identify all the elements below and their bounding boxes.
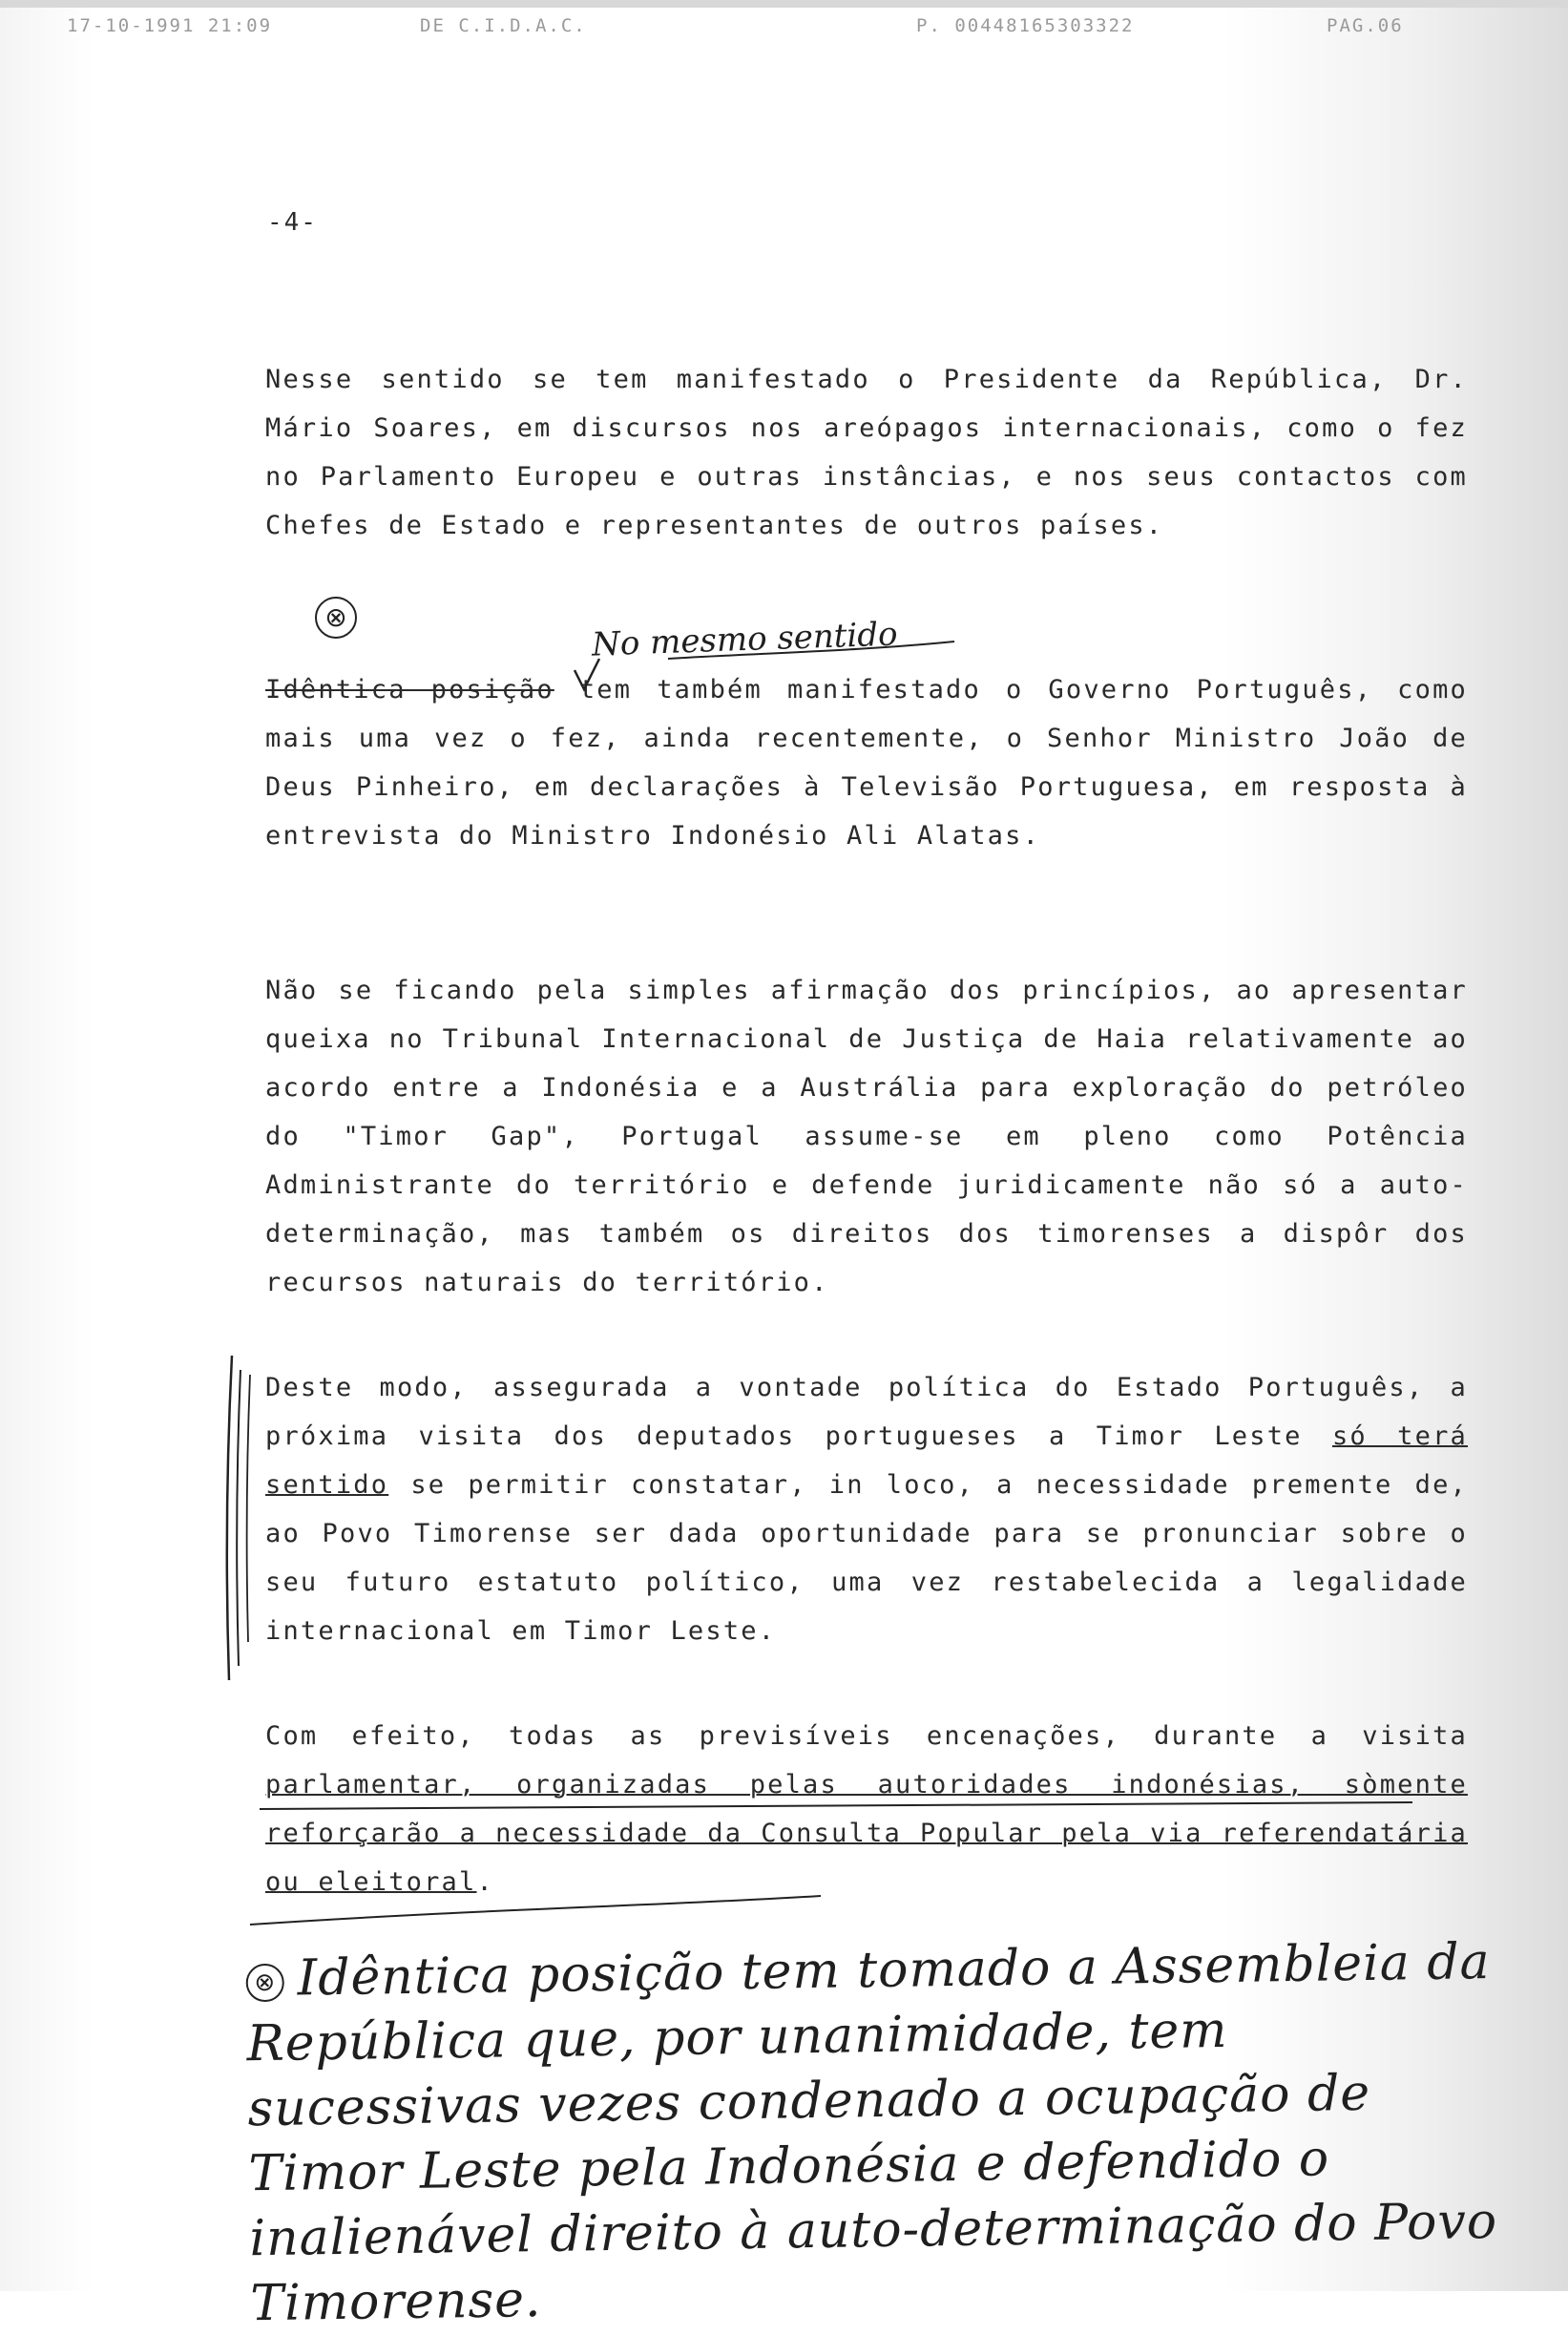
- underlined-phrase: só terá sentido: [265, 1421, 1468, 1500]
- handwritten-footnote-text: Idêntica posição tem tomado a Assembleia da República que, por unanimidade, tem sucessivas vezes condenado a ocupação de Timor Leste pela Indonésia e defendido o inalienável direito à auto-determinação do Povo Timorense.: [246, 1933, 1498, 2333]
- handwritten-insertion: No mesmo sentido: [591, 615, 899, 664]
- fax-page: PAG.06: [1327, 15, 1404, 36]
- margin-bracket-line-2: [237, 1370, 240, 1666]
- insertion-marker-icon: ⊗: [315, 597, 357, 639]
- margin-bracket-line-3: [247, 1375, 250, 1642]
- margin-bracket-line: [227, 1356, 232, 1680]
- fax-number: P. 00448165303322: [916, 15, 1135, 36]
- paragraph-4: [265, 1363, 1468, 1655]
- paragraph-2: [265, 665, 1468, 860]
- paragraph-5-text-a: Com efeito, todas as previsíveis encenações, durante a visita: [265, 1721, 1468, 1751]
- paragraph-4-text-b: se permitir constatar, in loco, a necessidade premente de, ao Povo Timorense ser dada oportunidade para se pronunciar sobre o seu futuro estatuto político, uma vez restabelecida a legalidade internacional em Timor Leste.: [265, 1470, 1468, 1646]
- paragraph-1: Nesse sentido se tem manifestado o Presidente da República, Dr. Mário Soares, em discursos nos areópagos internacionais, como o fez no Parlamento Europeu e outras instâncias, e nos seus contactos com Chefes de Estado e representantes de outros países.: [265, 365, 1468, 540]
- paragraph-5: [265, 1712, 1468, 1906]
- fax-sender: DE C.I.D.A.C.: [420, 15, 587, 36]
- struck-text: Idêntica posição: [265, 675, 554, 705]
- handwritten-footnote: [245, 1929, 1520, 2336]
- page-number: -4-: [267, 208, 318, 237]
- paragraph-5-text-b: .: [476, 1867, 494, 1897]
- fax-date: 17-10-1991 21:09: [67, 15, 273, 36]
- underlined-passage: parlamentar, organizadas pelas autoridades indonésias, sòmente reforçarão a necessidade da Consulta Popular pela via referendatária ou eleitoral: [265, 1770, 1468, 1897]
- paragraph-2-text: tem também manifestado o Governo Português, como mais uma vez o fez, ainda recentemente, o Senhor Ministro João de Deus Pinheiro, em declarações à Televisão Portuguesa, em resposta à entrevista do Ministro Indonésio Ali Alatas.: [265, 675, 1468, 851]
- fax-top-rule: [0, 0, 1568, 8]
- paragraph-3: Não se ficando pela simples afirmação dos princípios, ao apresentar queixa no Tribunal Internacional de Justiça de Haia relativamente ao acordo entre a Indonésia e a Austrália para exploração do petróleo do "Timor Gap", Portugal assume-se em pleno como Potência Administrante do território e defende juridicamente não só a auto-determinação, mas também os direitos dos timorenses a dispôr dos recursos naturais do território.: [265, 976, 1468, 1297]
- fax-header: [67, 15, 1451, 44]
- paragraph-4-text-a: Deste modo, assegurada a vontade política do Estado Português, a próxima visita dos deputados portugueses a Timor Leste: [265, 1373, 1468, 1451]
- footnote-marker-icon: ⊗: [245, 1963, 284, 2002]
